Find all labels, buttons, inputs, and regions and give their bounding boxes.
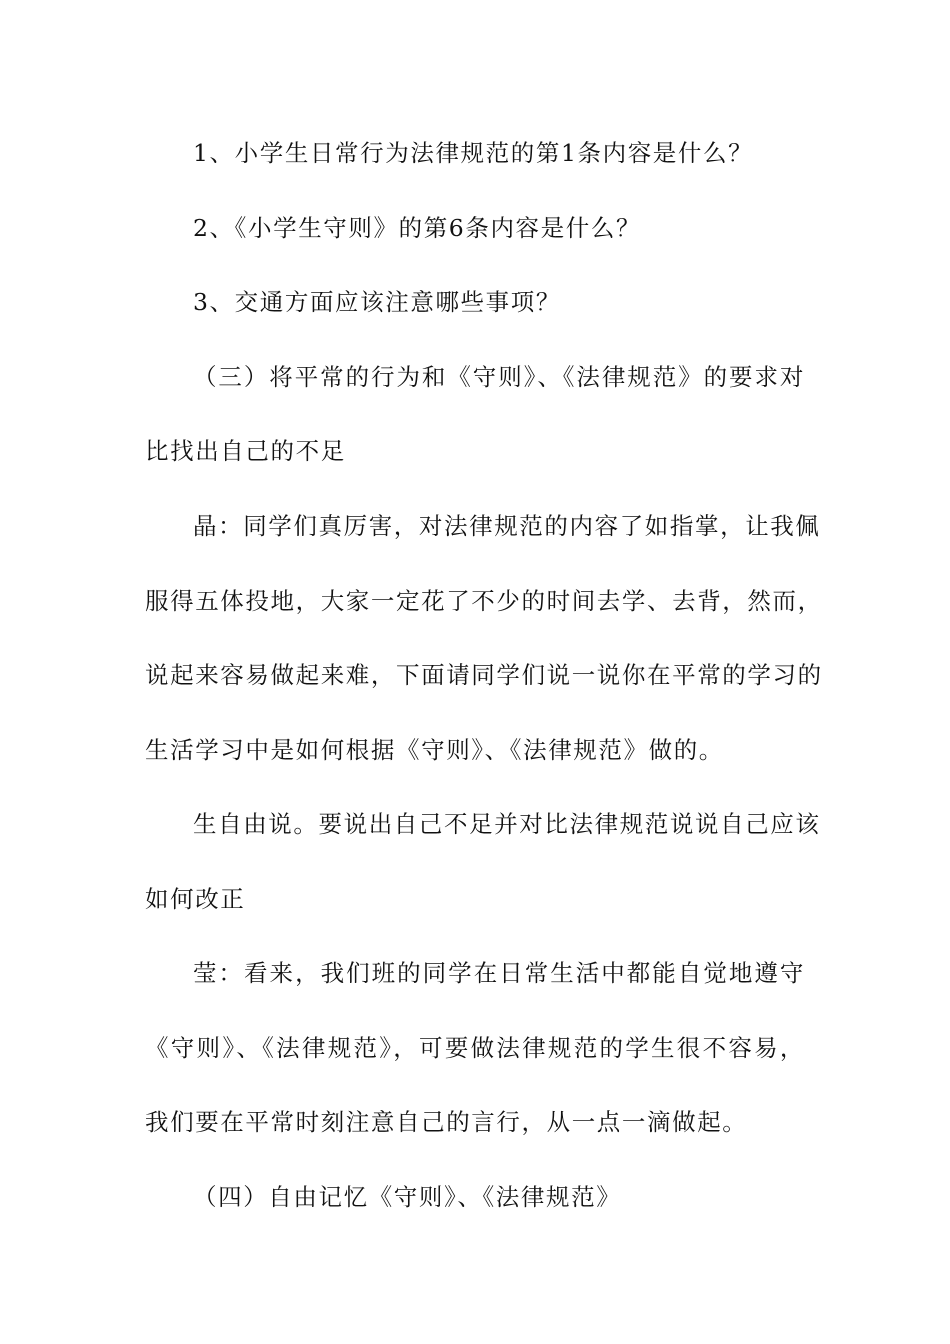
section-3-heading-cont: 比找出自己的不足	[145, 437, 346, 465]
paragraph-student-line-2: 如何改正	[145, 885, 246, 913]
section-3-heading: （三）将平常的行为和《守则》、《法律规范》的要求对	[193, 363, 805, 391]
paragraph-jing-line-1: 晶：同学们真厉害，对法律规范的内容了如指掌，让我佩	[193, 512, 821, 540]
paragraph-student-line-1: 生自由说。要说出自己不足并对比法律规范说说自己应该	[193, 810, 821, 838]
paragraph-ying-line-1: 莹：看来，我们班的同学在日常生活中都能自觉地遵守	[193, 959, 805, 987]
paragraph-jing-line-2: 服得五体投地，大家一定花了不少的时间去学、去背，然而，	[145, 587, 823, 615]
paragraph-ying-line-3: 我们要在平常时刻注意自己的言行，从一点一滴做起。	[145, 1108, 748, 1136]
question-2: 2、《小学生守则》的第6条内容是什么？	[193, 214, 642, 242]
paragraph-ying-line-2: 《守则》、《法律规范》，可要做法律规范的学生很不容易，	[145, 1034, 805, 1062]
question-3: 3、交通方面应该注意哪些事项？	[193, 288, 561, 316]
question-1: 1、小学生日常行为法律规范的第1条内容是什么？	[193, 139, 754, 167]
section-4-heading: （四）自由记忆《守则》、《法律规范》	[193, 1183, 622, 1211]
paragraph-jing-line-4: 生活学习中是如何根据《守则》、《法律规范》做的。	[145, 736, 724, 764]
paragraph-jing-line-3: 说起来容易做起来难，下面请同学们说一说你在平常的学习的	[145, 661, 823, 689]
